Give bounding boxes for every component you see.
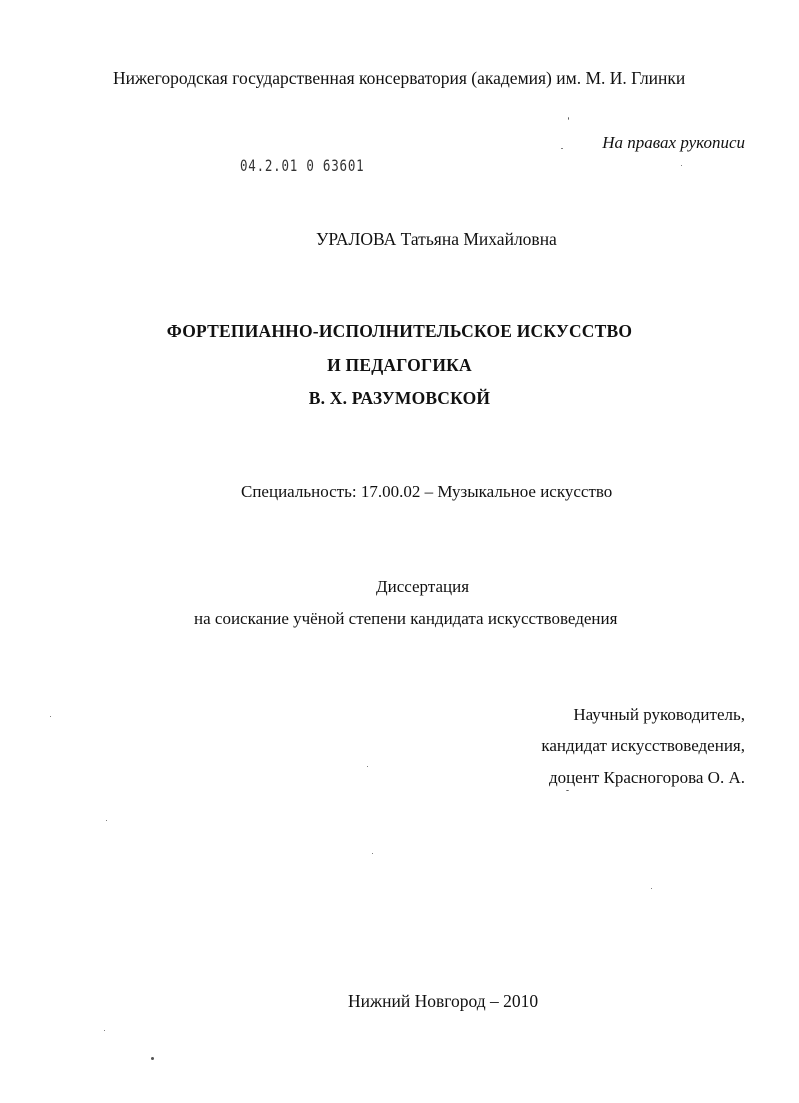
scan-speck <box>104 1030 105 1031</box>
manuscript-rights-note: На правах рукописи <box>602 133 745 152</box>
dissertation-title-line-1: ФОРТЕПИАННО-ИСПОЛНИТЕЛЬСКОЕ ИСКУССТВО <box>166 321 633 341</box>
author-name: УРАЛОВА Татьяна Михайловна <box>316 229 557 249</box>
scan-speck <box>151 1057 154 1060</box>
registration-stamp: 04.2.01 0 63601 <box>240 156 365 175</box>
scan-speck <box>106 820 107 821</box>
scan-speck <box>561 148 563 149</box>
advisor-role: Научный руководитель, <box>573 705 745 724</box>
institution-name: Нижегородская государственная консерватория (академия) им. М. И. Глинки <box>113 68 686 88</box>
scan-speck <box>372 853 373 854</box>
scan-speck <box>651 888 652 889</box>
dissertation-title-line-3: В. Х. РАЗУМОВСКОЙ <box>308 388 491 408</box>
scan-speck <box>367 766 368 767</box>
city-year: Нижний Новгород – 2010 <box>348 991 539 1011</box>
degree-statement: на соискание учёной степени кандидата искусствоведения <box>194 609 618 628</box>
dissertation-label: Диссертация <box>376 577 470 596</box>
dissertation-title-line-2: И ПЕДАГОГИКА <box>327 355 472 375</box>
advisor-degree: кандидат искусствоведения, <box>541 736 745 755</box>
specialty-code: Специальность: 17.00.02 – Музыкальное искусство <box>241 482 613 501</box>
scan-speck <box>681 165 682 166</box>
advisor-name: доцент Красногорова О. А. <box>548 768 745 787</box>
scan-speck <box>50 716 51 717</box>
scan-speck <box>566 790 569 791</box>
scan-speck <box>568 117 569 120</box>
